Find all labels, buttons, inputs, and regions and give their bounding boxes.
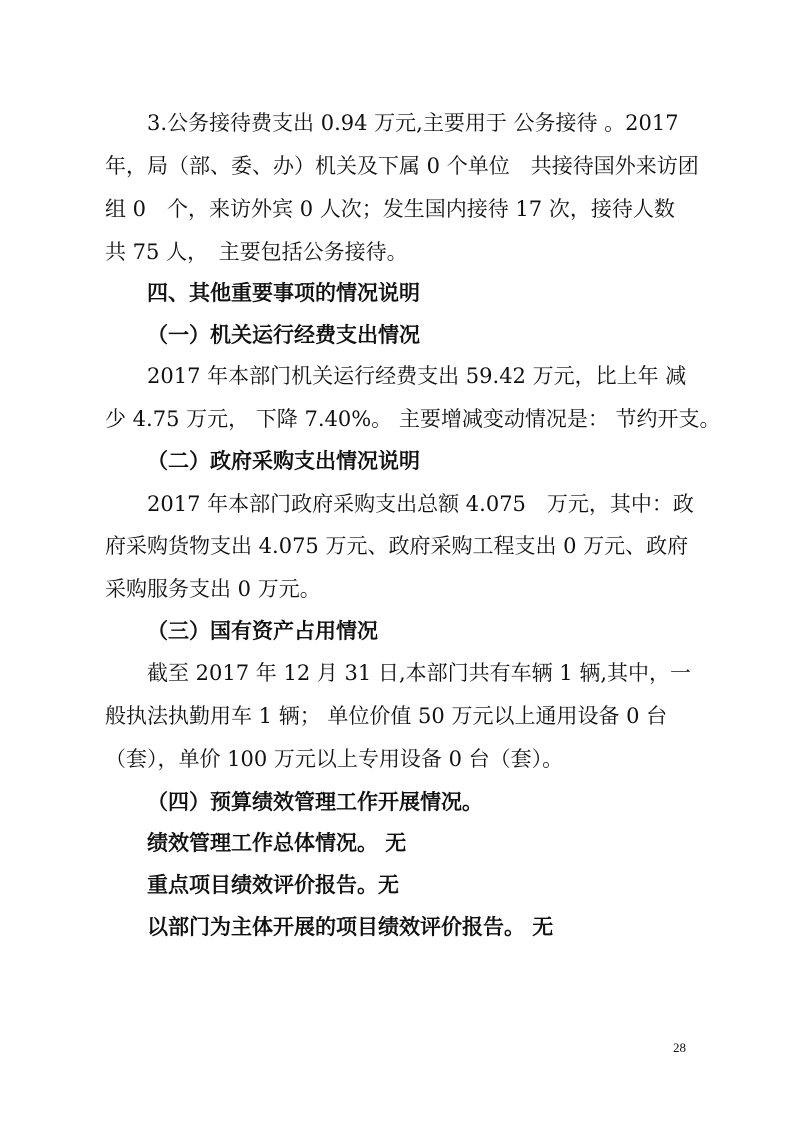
- section-heading-other-matters: 四、其他重要事项的情况说明: [147, 281, 420, 305]
- para-operating-line-2: 少 4.75 万元， 下降 7.40%。 主要增减变动情况是： 节约开支。: [105, 407, 721, 431]
- subheading-state-assets: （三）国有资产占用情况: [147, 619, 378, 643]
- para-assets-line-2: 般执法执勤用车 1 辆； 单位价值 50 万元以上通用设备 0 台: [105, 704, 668, 728]
- department-project-evaluation-status: 以部门为主体开展的项目绩效评价报告。 无: [147, 915, 554, 939]
- para-reception-line-2: 年，局（部、委、办）机关及下属 0 个单位 共接待国外来访团: [105, 154, 699, 178]
- para-operating-line-1: 2017 年本部门机关运行经费支出 59.42 万元，比上年 减: [147, 364, 687, 388]
- para-procurement-line-2: 府采购货物支出 4.075 万元、政府采购工程支出 0 万元、政府: [105, 534, 689, 558]
- para-reception-line-1: 3.公务接待费支出 0.94 万元,主要用于 公务接待 。2017: [147, 111, 679, 135]
- para-procurement-line-3: 采购服务支出 0 万元。: [105, 577, 321, 601]
- page-number: 28: [673, 1040, 686, 1055]
- para-assets-line-1: 截至 2017 年 12 月 31 日,本部门共有车辆 1 辆,其中，一: [147, 661, 691, 685]
- subheading-procurement: （二）政府采购支出情况说明: [147, 449, 420, 473]
- subheading-performance-management: （四）预算绩效管理工作开展情况。: [147, 790, 483, 814]
- para-procurement-line-1: 2017 年本部门政府采购支出总额 4.075 万元，其中：政: [147, 492, 694, 516]
- subheading-operating-expenses: （一）机关运行经费支出情况: [147, 323, 420, 347]
- para-reception-line-4: 共 75 人， 主要包括公务接待。: [105, 240, 408, 264]
- para-reception-line-3: 组 0 个，来访外宾 0 人次；发生国内接待 17 次，接待人数: [105, 197, 675, 221]
- key-project-evaluation-status: 重点项目绩效评价报告。无: [147, 873, 399, 897]
- para-assets-line-3: （套），单价 100 万元以上专用设备 0 台（套）。: [105, 747, 564, 771]
- performance-overall-status: 绩效管理工作总体情况。 无: [147, 831, 407, 855]
